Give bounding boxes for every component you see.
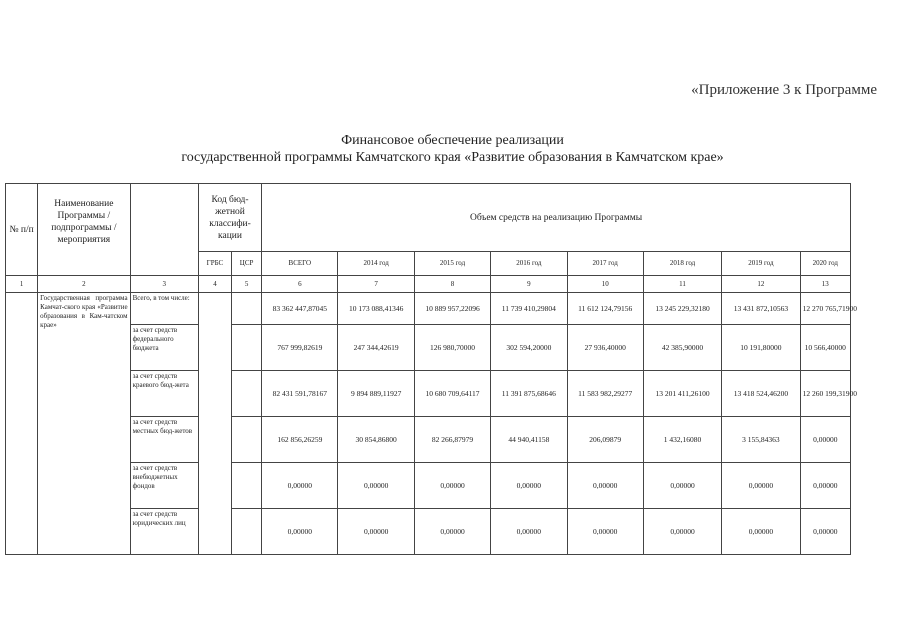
value-cell: 3 155,84363: [722, 417, 800, 463]
csr-cell: [232, 463, 262, 509]
csr-cell: [232, 293, 262, 325]
value-cell: 11 391 875,68646: [491, 371, 567, 417]
value-cell: 9 894 889,11927: [338, 371, 414, 417]
document-title: [0, 132, 905, 166]
value-cell: 0,00000: [800, 417, 850, 463]
header-total: ВСЕГО: [262, 252, 338, 276]
header-2016: 2016 год: [491, 252, 567, 276]
value-cell: 0,00000: [722, 509, 800, 555]
value-cell: 44 940,41158: [491, 417, 567, 463]
value-cell: 10 173 088,41346: [338, 293, 414, 325]
col-number: 13: [800, 276, 850, 293]
value-cell: 1 432,16080: [643, 417, 721, 463]
col-number: 9: [491, 276, 567, 293]
value-cell: 0,00000: [491, 509, 567, 555]
value-cell: 27 936,40000: [567, 325, 643, 371]
col-number: 5: [232, 276, 262, 293]
value-cell: 82 431 591,78167: [262, 371, 338, 417]
value-cell: 0,00000: [338, 509, 414, 555]
value-cell: 10 191,80000: [722, 325, 800, 371]
header-2015: 2015 год: [414, 252, 490, 276]
value-cell: 767 999,82619: [262, 325, 338, 371]
source-label: Всего, в том числе:: [130, 293, 198, 325]
value-cell: 42 385,90000: [643, 325, 721, 371]
value-cell: 302 594,20000: [491, 325, 567, 371]
col-number: 1: [6, 276, 38, 293]
header-num: № п/п: [6, 184, 38, 276]
value-cell: 11 583 982,29277: [567, 371, 643, 417]
header-2014: 2014 год: [338, 252, 414, 276]
table-row-total: [6, 293, 851, 325]
title-line-2: государственной программы Камчатского края «Развитие образования в Камчатском крае»: [181, 150, 724, 165]
value-cell: 0,00000: [567, 463, 643, 509]
header-2018: 2018 год: [643, 252, 721, 276]
value-cell: 13 431 872,10563: [722, 293, 800, 325]
col-number: 11: [643, 276, 721, 293]
table-row-local: [6, 417, 851, 463]
header-2019: 2019 год: [722, 252, 800, 276]
header-empty-col3: [130, 184, 198, 276]
value-cell: 12 260 199,31900: [800, 371, 850, 417]
csr-cell: [232, 325, 262, 371]
title-line-1: Финансовое обеспечение реализации: [341, 133, 564, 148]
appendix-label: «Приложение 3 к Программе: [691, 82, 877, 98]
header-volume: Объем средств на реализацию Программы: [262, 184, 851, 252]
col-number: 6: [262, 276, 338, 293]
value-cell: 0,00000: [643, 509, 721, 555]
program-name: Государственная программа Камчат-ского края «Развитие образования в Кам-чатском крае»: [38, 293, 130, 555]
value-cell: 13 201 411,26100: [643, 371, 721, 417]
header-name: Наименование Программы / подпрограммы / мероприятия: [38, 184, 130, 276]
source-label: за счет средств юридических лиц: [130, 509, 198, 555]
table-row-regional: [6, 371, 851, 417]
header-2020: 2020 год: [800, 252, 850, 276]
financing-table: [5, 183, 857, 555]
value-cell: 0,00000: [800, 463, 850, 509]
table-row-federal: [6, 325, 851, 371]
value-cell: 0,00000: [414, 509, 490, 555]
col-number: 10: [567, 276, 643, 293]
grbs-cell: [198, 293, 231, 555]
table-row-legal-entities: [6, 509, 851, 555]
value-cell: 11 739 410,29804: [491, 293, 567, 325]
header-code: Код бюд-жетной классифи-кации: [198, 184, 261, 252]
value-cell: 162 856,26259: [262, 417, 338, 463]
value-cell: 206,09879: [567, 417, 643, 463]
header-2017: 2017 год: [567, 252, 643, 276]
value-cell: 0,00000: [414, 463, 490, 509]
col-number: 8: [414, 276, 490, 293]
csr-cell: [232, 371, 262, 417]
value-cell: 10 889 957,22096: [414, 293, 490, 325]
source-label: за счет средств местных бюд-жетов: [130, 417, 198, 463]
value-cell: 30 854,86800: [338, 417, 414, 463]
csr-cell: [232, 417, 262, 463]
value-cell: 11 612 124,79156: [567, 293, 643, 325]
source-label: за счет средств федерального бюджета: [130, 325, 198, 371]
col-number: 2: [38, 276, 130, 293]
value-cell: 0,00000: [338, 463, 414, 509]
value-cell: 0,00000: [643, 463, 721, 509]
source-label: за счет средств внебюджетных фондов: [130, 463, 198, 509]
value-cell: 247 344,42619: [338, 325, 414, 371]
value-cell: 10 566,40000: [800, 325, 850, 371]
value-cell: 13 245 229,32180: [643, 293, 721, 325]
value-cell: 10 680 709,64117: [414, 371, 490, 417]
value-cell: 0,00000: [491, 463, 567, 509]
col-number: 3: [130, 276, 198, 293]
header-grbs: ГРБС: [198, 252, 231, 276]
value-cell: 83 362 447,87045: [262, 293, 338, 325]
col-number: 12: [722, 276, 800, 293]
row-num-cell: [6, 293, 38, 555]
value-cell: 82 266,87979: [414, 417, 490, 463]
value-cell: 0,00000: [262, 509, 338, 555]
table-row-offbudget: [6, 463, 851, 509]
column-numbers-row: [6, 276, 851, 293]
col-number: 4: [198, 276, 231, 293]
source-label: за счет средств краевого бюд-жета: [130, 371, 198, 417]
header-csr: ЦСР: [232, 252, 262, 276]
value-cell: 12 270 765,71900: [800, 293, 850, 325]
col-number: 7: [338, 276, 414, 293]
value-cell: 0,00000: [262, 463, 338, 509]
value-cell: 13 418 524,46200: [722, 371, 800, 417]
value-cell: 0,00000: [567, 509, 643, 555]
header-row-1: [6, 184, 851, 252]
csr-cell: [232, 509, 262, 555]
value-cell: 126 980,70000: [414, 325, 490, 371]
value-cell: 0,00000: [722, 463, 800, 509]
value-cell: 0,00000: [800, 509, 850, 555]
